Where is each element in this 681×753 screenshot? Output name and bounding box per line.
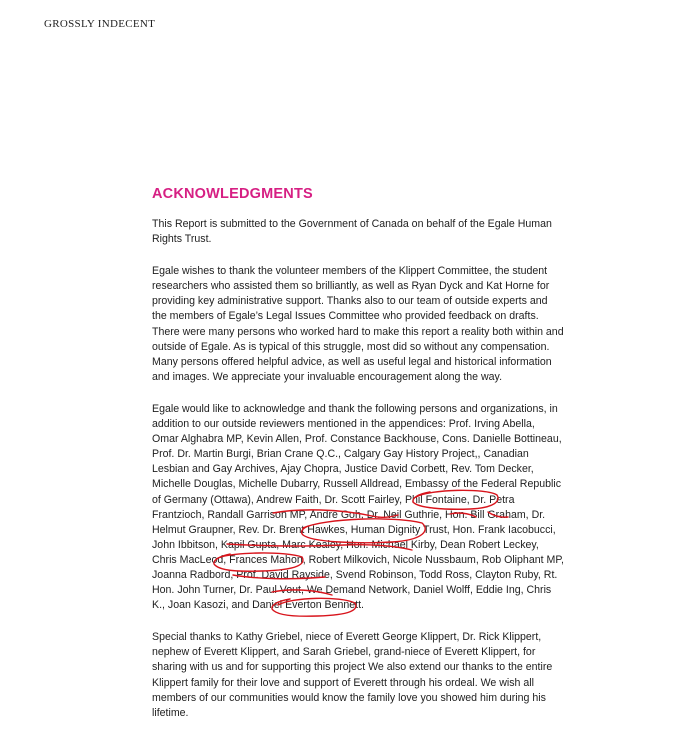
paragraph-acknowledge-persons: Egale would like to acknowledge and thank the following persons and organizations, in addition to our outside reviewers mentioned in the appendices: Prof. Irving Abella, Omar Alghabra MP, Kevin Allen, Prof. Constance Backhouse, Cons. Danielle Bottineau, Prof. Dr. Martin Burgi, Brian Crane Q.C., Calgary Gay History Project,, Canadian Lesbian and Gay Archives, Ajay Chopra, Justice David Corbett, Rev. Tom Decker, Michelle Douglas, Michelle Dubarry, Russell Alldread, Embassy of the Federal Republic of Germany (Ottawa), Andrew Faith, Dr. Scott Fairley, Phil Fontaine, Dr. Petra Frantzioch, Randall Garrison MP, André Goh, Dr. Neil Guthrie, Hon. Bill Graham, Dr. Helmut Graupner, Rev. Dr. Brent Hawkes, Human Dignity Trust, Hon. Frank Iacobucci, John Ibbitson, Kapil Gupta, Marc Kealey, Hon. Michael Kirby, Dean Robert Leckey, Chris MacLeod, Frances Mahon, Robert Milkovich, Nicole Nussbaum, Rob Oliphant MP, Joanna Radbord, Prof. David Rayside, Svend Robinson, Todd Ross, Clayton Ruby, Rt. Hon. John Turner, Dr. Paul Vout, We Demand Network, Daniel Wolff, Eddie Ing, Chris K., Joan Kasozi, and Daniel Everton Bennett. xyxy=(152,402,564,612)
paragraph-special-thanks: Special thanks to Kathy Griebel, niece of Everett George Klippert, Dr. Rick Klippert, nephew of Everett Klippert, and Sarah Griebel, grand-niece of Everett Klippert, for sharing with us and for supporting this project We also extend our thanks to the entire Klippert family for their love and support of Everett through his ordeal. We wish all members of our communities would know the family love you showed him during his lifetime. xyxy=(152,631,553,719)
paragraph-submission: This Report is submitted to the Government of Canada on behalf of the Egale Human Rights Trust. xyxy=(152,218,552,246)
paragraph-thanks-committee: Egale wishes to thank the volunteer members of the Klippert Committee, the student researchers who assisted them so brilliantly, as well as Ryan Dyck and Kat Horne for providing key administrative support. Thanks also to our team of outside experts and the members of Egale’s Legal Issues Committee who provided feedback on drafts. There were many persons who worked hard to make this report a reality both within and outside of Egale. As is typical of this struggle, most did so without any compensation. Many persons offered helpful advice, as well as useful legal and historical information and images. We appreciate your invaluable encouragement along the way. xyxy=(152,265,564,383)
running-head: GROSSLY INDECENT xyxy=(44,18,156,30)
page-content xyxy=(152,186,564,738)
section-heading: ACKNOWLEDGMENTS xyxy=(152,186,313,202)
